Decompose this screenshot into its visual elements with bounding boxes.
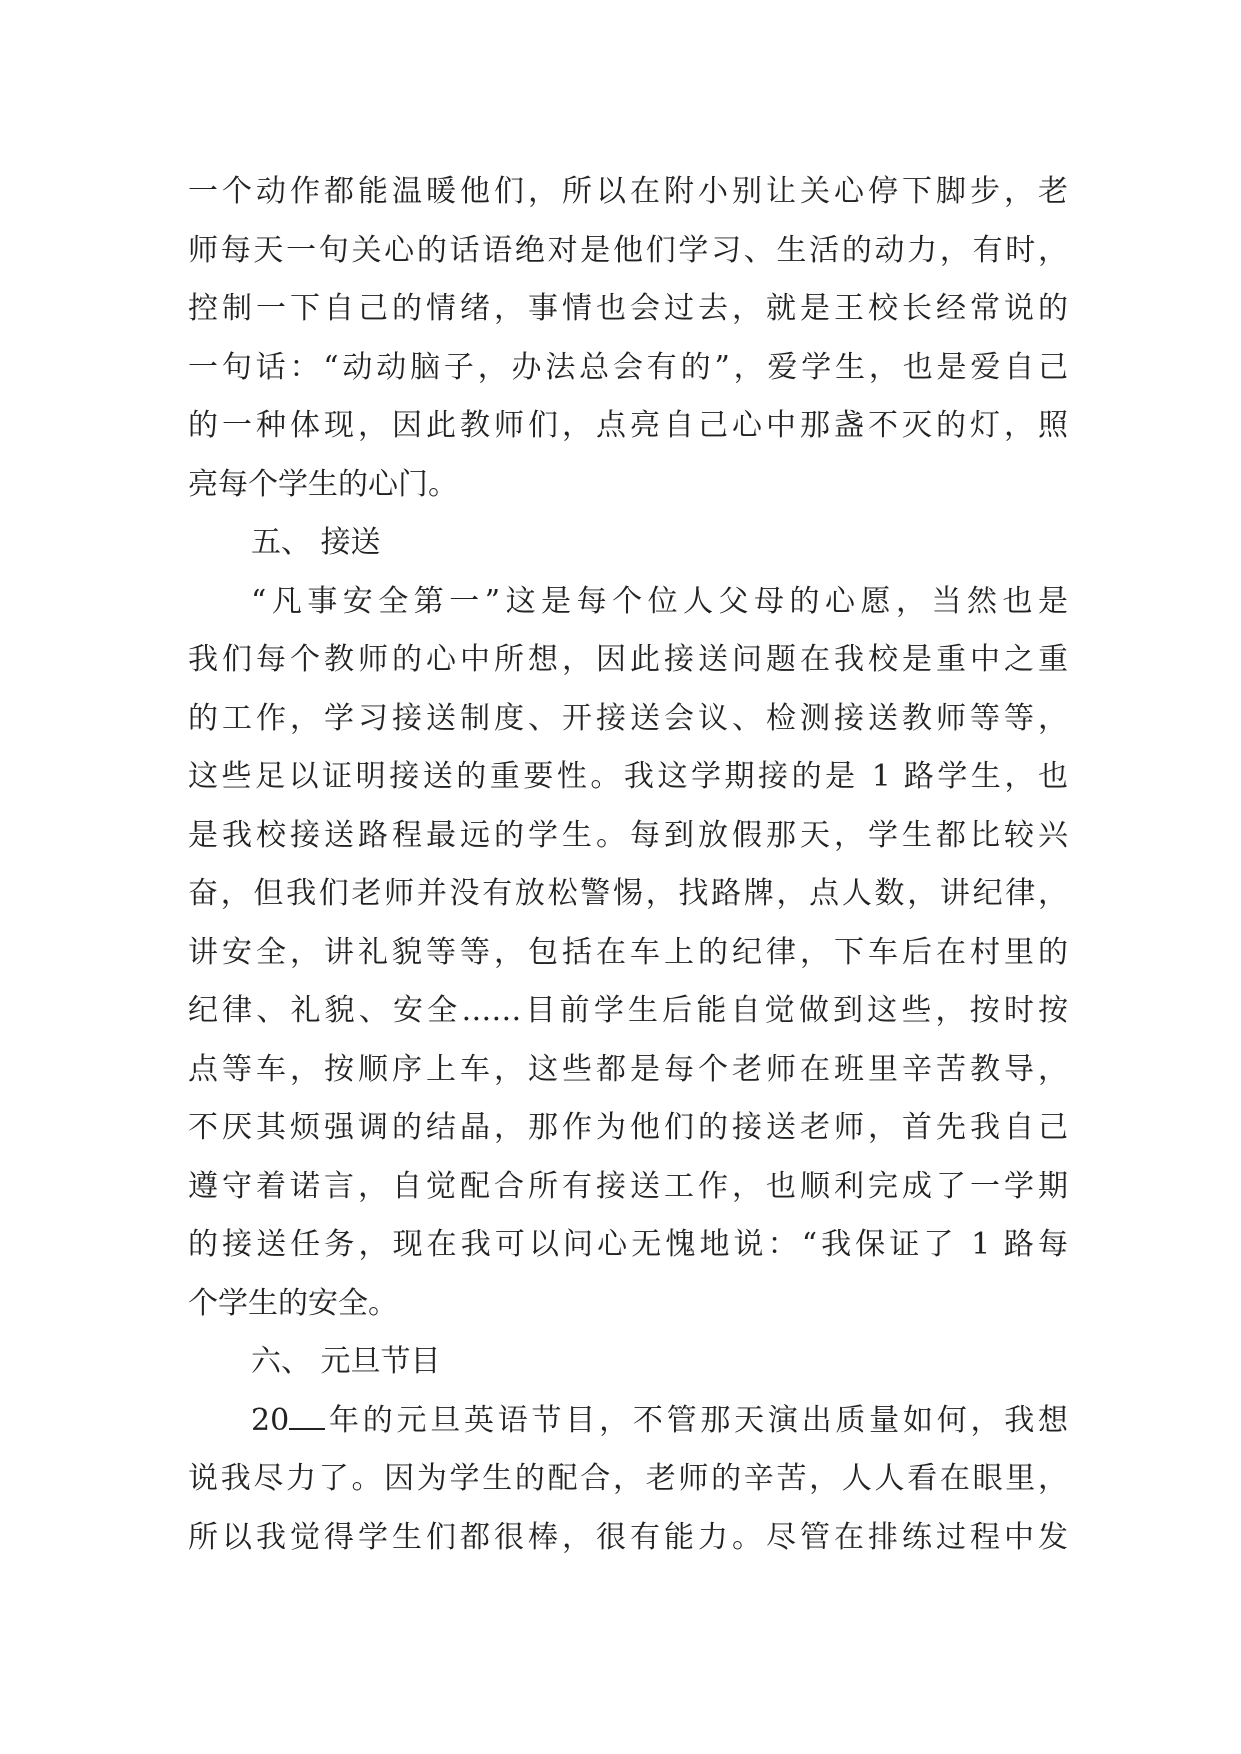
body-text [188, 163, 1068, 1567]
line-text: 亮每个学生的心门。 [188, 466, 458, 502]
paragraph-line [188, 222, 1068, 281]
paragraph-line [188, 748, 1068, 807]
paragraph-line [188, 163, 1068, 222]
paragraph-line [188, 807, 1068, 866]
line-text: 的工作，学习接送制度、开接送会议、检测接送教师等等， [188, 700, 1068, 736]
line-text: 控制一下自己的情绪，事情也会过去，就是王校长经常说的 [188, 291, 1068, 326]
paragraph-line [188, 924, 1068, 983]
heading-text: 五、 接送 [251, 525, 381, 560]
line-text: “凡事安全第一”这是每个位人父母的心愿，当然也是 [251, 583, 1068, 619]
line-text: 所以我觉得学生们都很棒，很有能力。尽管在排练过程中发 [188, 1519, 1068, 1555]
line-text: 我们每个教师的心中所想，因此接送问题在我校是重中之重 [188, 642, 1068, 677]
line-text: 点等车，按顺序上车，这些都是每个老师在班里辛苦教导， [188, 1051, 1068, 1087]
blank-underline [289, 1402, 325, 1430]
line-text: 年的元旦英语节目，不管那天演出质量如何，我想 [325, 1402, 1068, 1438]
section-heading [188, 514, 1068, 573]
paragraph-line [188, 982, 1068, 1041]
paragraph-line [188, 1509, 1068, 1568]
year-prefix: 20 [251, 1402, 290, 1438]
line-text: 个学生的安全。 [188, 1285, 398, 1321]
line-text: 不厌其烦强调的结晶，那作为他们的接送老师，首先我自己 [188, 1110, 1068, 1145]
line-text: 遵守着诺言，自觉配合所有接送工作，也顺利完成了一学期 [188, 1168, 1068, 1204]
line-text: 的一种体现，因此教师们，点亮自己心中那盏不灭的灯，照 [188, 408, 1068, 443]
paragraph-line [188, 280, 1068, 339]
line-text: 纪律、礼貌、安全……目前学生后能自觉做到这些，按时按 [188, 993, 1068, 1028]
line-text: 这些足以证明接送的重要性。我这学期接的是 1 路学生，也 [188, 759, 1068, 794]
paragraph-line [188, 865, 1068, 924]
line-text: 讲安全，讲礼貌等等，包括在车上的纪律，下车后在村里的 [188, 934, 1068, 970]
paragraph-line [188, 1158, 1068, 1217]
paragraph-line [188, 339, 1068, 398]
paragraph-line [188, 690, 1068, 749]
line-text: 师每天一句关心的话语绝对是他们学习、生活的动力，有时， [188, 232, 1068, 268]
paragraph-line [188, 1275, 1068, 1334]
section-heading [188, 1333, 1068, 1392]
paragraph-line [188, 1099, 1068, 1158]
paragraph-line [188, 456, 1068, 515]
paragraph-line [188, 1450, 1068, 1509]
line-text: 说我尽力了。因为学生的配合，老师的辛苦，人人看在眼里， [188, 1461, 1068, 1496]
paragraph-line [188, 1216, 1068, 1275]
paragraph-line [188, 1392, 1068, 1451]
line-text: 一句话：“动动脑子，办法总会有的”，爱学生，也是爱自己 [188, 349, 1068, 385]
paragraph-line [188, 631, 1068, 690]
line-text: 的接送任务，现在我可以问心无愧地说：“我保证了 1 路每 [188, 1227, 1068, 1262]
paragraph-line [188, 573, 1068, 632]
paragraph-line [188, 1041, 1068, 1100]
heading-text: 六、 元旦节目 [251, 1344, 441, 1379]
line-text: 是我校接送路程最远的学生。每到放假那天，学生都比较兴 [188, 817, 1068, 853]
line-text: 一个动作都能温暖他们，所以在附小别让关心停下脚步，老 [188, 174, 1068, 209]
line-text: 奋，但我们老师并没有放松警惕，找路牌，点人数，讲纪律， [188, 876, 1068, 911]
paragraph-line [188, 397, 1068, 456]
